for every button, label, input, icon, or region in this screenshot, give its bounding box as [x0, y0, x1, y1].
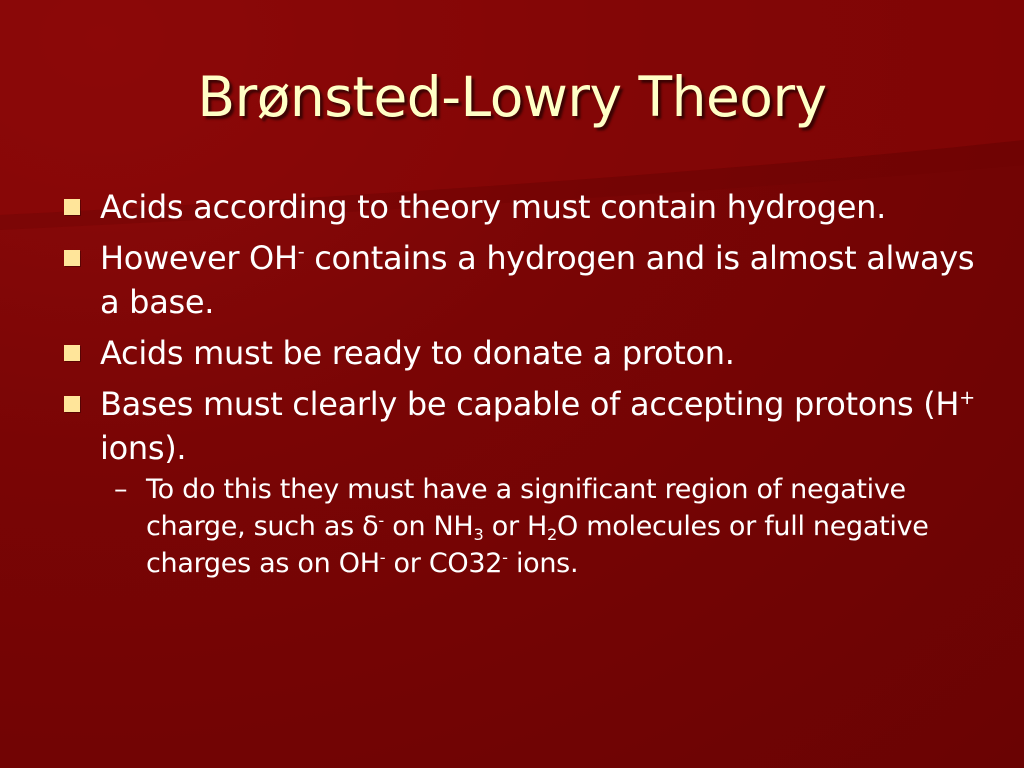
bullet-item: [60, 382, 980, 470]
square-bullet-icon: [64, 396, 80, 412]
text-segment: Bases must clearly be capable of accepting protons (H: [100, 385, 960, 423]
bullet-item: [60, 331, 980, 375]
text-segment: However OH: [100, 239, 298, 277]
square-bullet-icon: [64, 199, 80, 215]
text-segment: on NH: [383, 511, 474, 542]
bullet-item: [60, 236, 980, 324]
text-segment: O molecules or full negative charges as on OH: [146, 511, 929, 579]
text-segment: To do this they must have a significant region of negative charge, such as δ: [146, 474, 906, 542]
superscript: -: [297, 240, 305, 264]
sub-bullet-item: [60, 471, 980, 582]
bullet-text: [100, 385, 975, 467]
square-bullet-icon: [64, 250, 80, 266]
square-bullet-icon: [64, 345, 80, 361]
bullet-text: Acids according to theory must contain hydrogen.: [100, 188, 886, 226]
dash-bullet: –: [114, 474, 128, 505]
subscript: 3: [473, 524, 484, 544]
text-segment: ions.: [507, 548, 579, 579]
superscript: +: [959, 386, 975, 410]
text-segment: or CO32: [385, 548, 503, 579]
bullet-text: Acids must be ready to donate a proton.: [100, 334, 735, 372]
bullet-list: [60, 185, 980, 582]
superscript: -: [502, 548, 508, 568]
bullet-item: [60, 185, 980, 229]
subscript: 2: [547, 524, 558, 544]
bullet-text: [100, 239, 974, 321]
text-segment: or H: [483, 511, 548, 542]
superscript: -: [378, 511, 384, 531]
text-segment: ions).: [100, 429, 187, 467]
slide-title: Brønsted-Lowry Theory: [197, 65, 827, 129]
text-segment: contains a hydrogen and is almost always a base.: [100, 239, 975, 321]
sub-bullet-text: [146, 474, 929, 579]
superscript: -: [379, 548, 386, 568]
